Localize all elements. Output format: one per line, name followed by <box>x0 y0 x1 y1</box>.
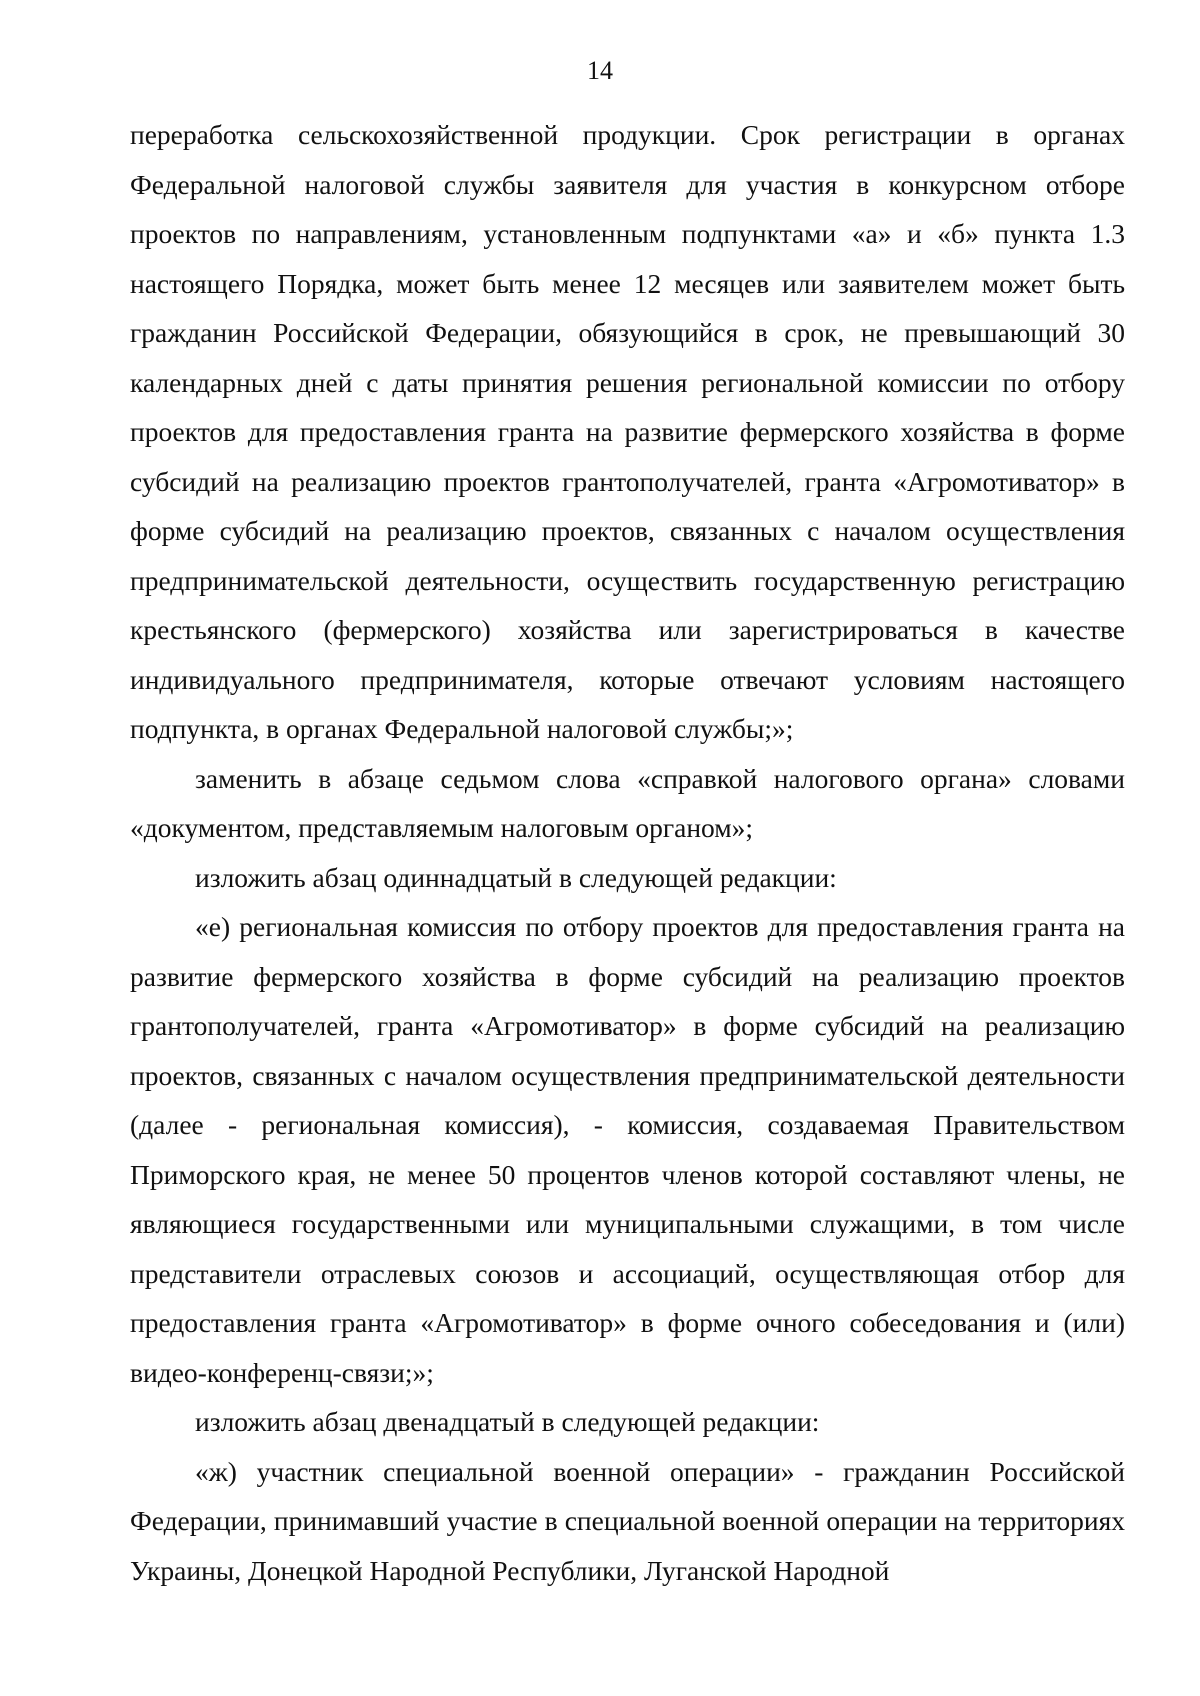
paragraph-amend-twelfth: изложить абзац двенадцатый в следующей редакции: <box>195 1406 820 1437</box>
paragraph-amend-eleventh: изложить абзац одиннадцатый в следующей редакции: <box>195 861 837 893</box>
document-body <box>130 110 1125 1595</box>
page-number: 14 <box>587 56 613 85</box>
paragraph-svo-participant: «ж) участник специальной военной операции» - гражданин Российской Федерации, принимавший участие в специальной военной операции на территориях Украины, Донецкой Народной Республики, Луганской Народной <box>130 1455 1125 1586</box>
paragraph-replace-words: заменить в абзаце седьмом слова «справкой налогового органа» словами «документом, представляемым налоговым органом»; <box>130 762 1125 843</box>
paragraph-regional-commission: «е) региональная комиссия по отбору проектов для предоставления гранта на развитие фермерского хозяйства в форме субсидий на реализацию проектов грантополучателей, гранта «Агромотиватор» в форме субсидий на реализацию проектов, связанных с началом осуществления предпринимательской деятельности (далее - региональная комиссия), - комиссия, создаваемая Правительством Приморского края, не менее 50 процентов членов которой составляют члены, не являющиеся государственными или муниципальными служащими, в том числе представители отраслевых союзов и ассоциаций, осуществляющая отбор для предоставления гранта «Агромотиватор» в форме очного собеседования и (или) видео-конференц-связи;»; <box>130 911 1125 1388</box>
paragraph-registration-term: переработка сельскохозяйственной продукции. Срок регистрации в органах Федеральной налоговой службы заявителя для участия в конкурсном отборе проектов по направлениям, установленным подпунктами «а» и «б» пункта 1.3 настоящего Порядка, может быть менее 12 месяцев или заявителем может быть гражданин Российской Федерации, обязующийся в срок, не превышающий 30 календарных дней с даты принятия решения региональной комиссии по отбору проектов для предоставления гранта на развитие фермерского хозяйства в форме субсидий на реализацию проектов грантополучателей, гранта «Агромотиватор» в форме субсидий на реализацию проектов, связанных с началом осуществления предпринимательской деятельности, осуществить государственную регистрацию крестьянского (фермерского) хозяйства или зарегистрироваться в качестве индивидуального предпринимателя, которые отвечают условиям настоящего подпункта, в органах Федеральной налоговой службы;»; <box>130 119 1125 744</box>
